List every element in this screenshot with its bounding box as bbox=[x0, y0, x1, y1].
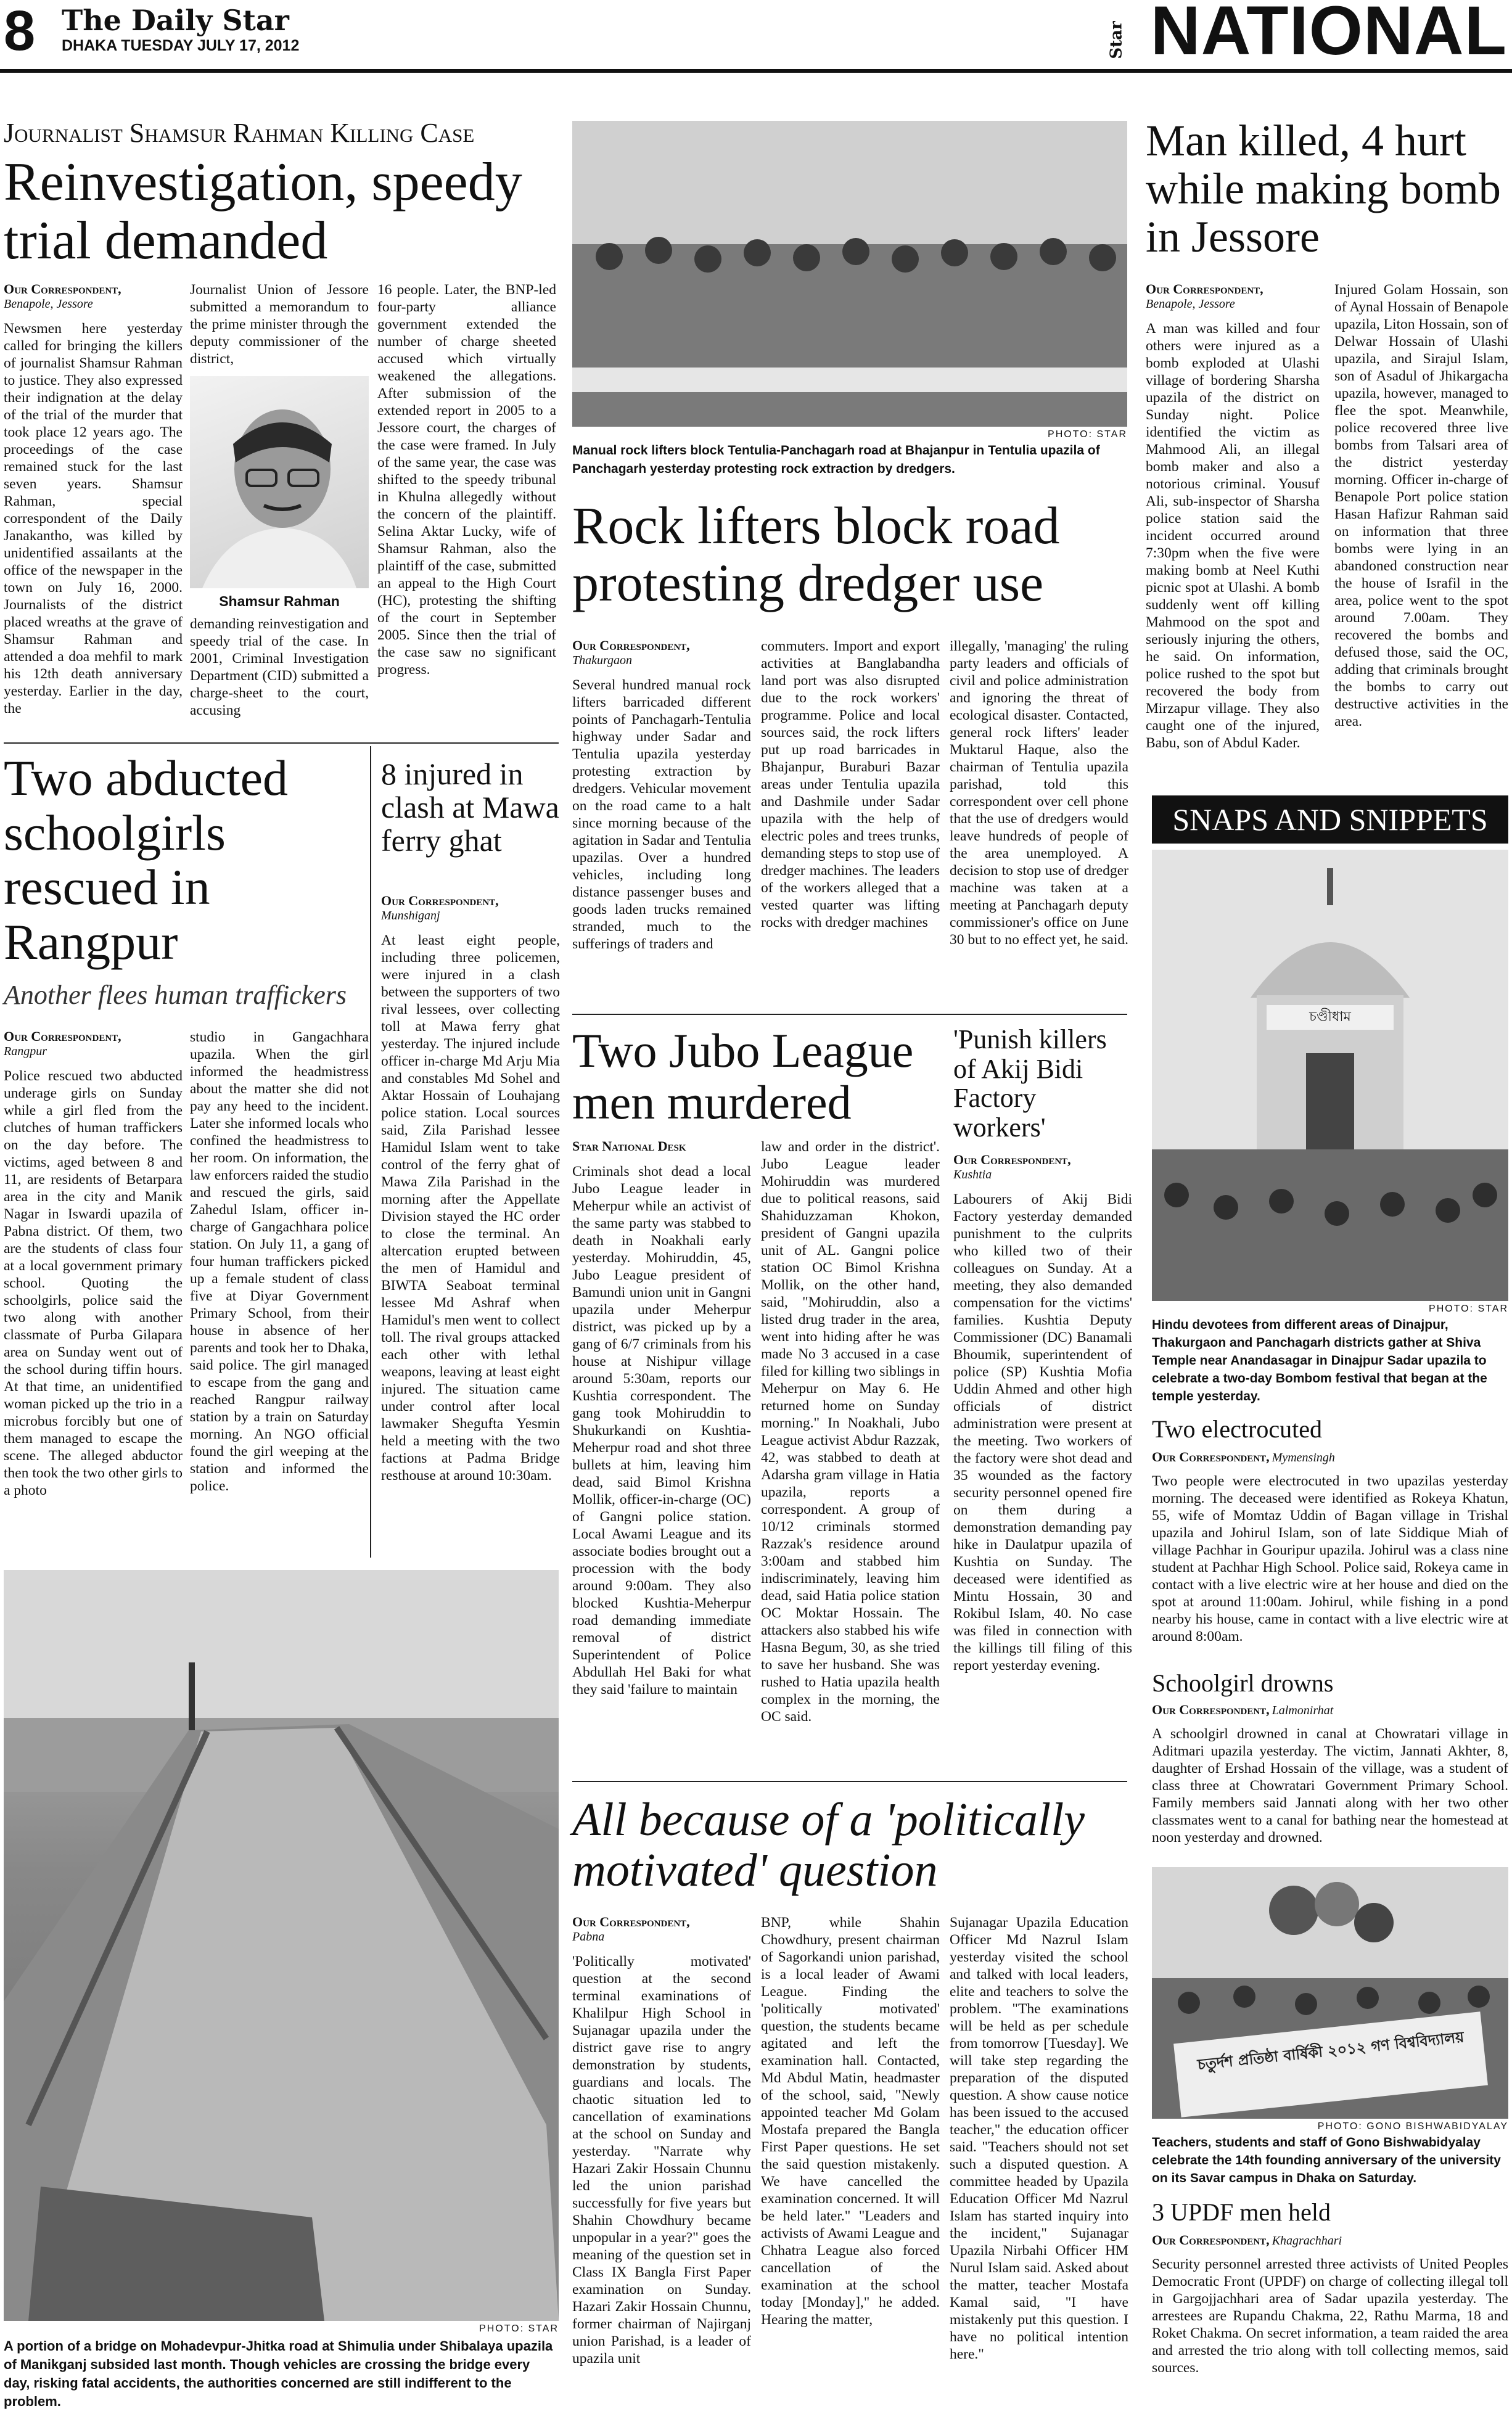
portrait-photo bbox=[190, 376, 369, 588]
banner-text: চতুর্দশ প্রতিষ্ঠা বার্ষিকী ২০১২ গণ বিশ্ববিদ্যালয় bbox=[1196, 2028, 1465, 2074]
journalist-column-2 bbox=[190, 281, 369, 719]
photo-credit: PHOTO: GONO BISHWABIDYALAY bbox=[1317, 2121, 1508, 2132]
article-text: A man was killed and four others were injured as a bomb exploded at Ulashi village of bordering Sharsha upazila of the district on Sunday night. Police identified the victim as Mahmood Ali, an illegal bomb maker and also a notorious criminal. Yousuf Ali, sub-inspector of Sharsha police station said the incident occurred around 7:30pm when the five were making bomb at Neel Kuthi picnic spot at Ulashi. A bomb suddenly went off killing Mahmood on the spot and seriously injuring the others, he said. On information, police rushed to the spot but recovered the body from Mirzapur village. They also caught one of the injured, Babu, son of Abdul Kader. bbox=[1146, 321, 1320, 751]
article-text: A schoolgirl drowned in canal at Chowratari village in Aditmari upazila yesterday. The victim, Jannati Akhter, 8, daughter of Ershad Hossain of the village, was a student of class three at Chowratari Government Primary School. Family members said Jannati along with her two other classmates went to a canal for bathing near the homestead at noon yesterday and drowned. bbox=[1152, 1726, 1508, 1846]
byline: Our Correspondent, bbox=[572, 638, 690, 653]
question-column-1 bbox=[572, 1914, 751, 2367]
akij-column bbox=[953, 1152, 1132, 1674]
photo-caption: Teachers, students and staff of Gono Bishwabidyalay celebrate the 14th founding anniversary of the university on its Savar campus in Dhaka on Saturday. bbox=[1152, 2135, 1501, 2185]
temple-photo bbox=[1152, 850, 1508, 1301]
byline-location: Pabna bbox=[572, 1930, 605, 1944]
byline-location: Lalmonirhat bbox=[1272, 1704, 1334, 1717]
photo-caption: A portion of a bridge on Mohadevpur-Jhitka road at Shimulia under Shibalaya upazila of Manikganj subsided last month. Though vehicles are crossing the bridge every day, risking fatal accidents, the authorities concerned are still indifferent to the problem. bbox=[4, 2338, 553, 2409]
masthead: The Daily Star bbox=[62, 4, 289, 37]
rock-headline: Rock lifters block road protesting dredger use bbox=[572, 496, 1060, 612]
journalist-column-3 bbox=[377, 281, 556, 678]
updf-headline: 3 UPDF men held bbox=[1152, 2198, 1331, 2226]
rock-column-3 bbox=[950, 638, 1128, 948]
byline-location: Rangpur bbox=[4, 1045, 47, 1058]
byline-location: Kushtia bbox=[953, 1168, 992, 1181]
article-text: illegally, 'managing' the ruling party leaders and officials of civil and police administration and ignoring the threat of ecological disaster. Contacted, general rock lifters' leader Muktarul Haque, also the chairman of Tentulia upazila parishad, told this correspondent over cell phone that the use of dredgers would leave hundreds of people of the area unemployed. A decision to stop use of dredger machine was taken at a meeting at Panchagarh deputy commissioner's office on June 30 but to no effect yet, he said. bbox=[950, 638, 1128, 948]
byline: Our Correspondent, bbox=[1152, 1702, 1270, 1717]
byline: Our Correspondent, bbox=[1152, 1449, 1270, 1464]
article-text: Sujanagar Upazila Education Officer Md Nazrul Islam yesterday visited the school and talked with local leaders, elite and teachers to solve the problem. "The examinations will be held as per schedule from tomorrow [Tuesday]. We will take step regarding the preparation of the disputed question. A show cause notice has been issued to the accused teacher," the education officer said. "Teachers should not set such a disputed question. A committee headed by Upazila Education Officer Md Nazrul Islam has started inquiry into the incident," Sujanagar Upazila Nirbahi Officer HM Nurul Islam said. Asked about the matter, teacher Mostafa Kamal said, "I have mistakenly put this question. I have no political intention here." bbox=[950, 1915, 1128, 2362]
article-text: commuters. Import and export activities at Banglabandha land port was also disrupted due to the rock workers' programme. Police and local sources said, the rock lifters put up road barricades in Bhajanpur, Buraburi Bazar areas under Tentulia upazila and Dashmile under Sadar upazila with the help of electric poles and trees trunks, demanding steps to stop use of dredger machines. The leaders of the workers alleged that a vested quarter was lifting rocks with dredger machines bbox=[761, 638, 940, 930]
drown-article bbox=[1152, 1702, 1508, 1846]
bridge-photo bbox=[4, 1570, 559, 2321]
byline-location: Munshiganj bbox=[381, 909, 440, 922]
byline-location: Khagrachhari bbox=[1272, 2234, 1342, 2248]
byline: Our Correspondent, bbox=[381, 893, 499, 908]
article-text: 'Politically motivated' question at the second terminal examinations of Khalilpur High School in Sujanagar upazila under the district gave rise to angry demonstration by students, guardians and locals. The chaotic situation led to cancellation of examinations at the school on Sunday and yesterday. "Narrate why Hazari Zakir Hossain Chunnu led the union parishad successfully for five years but Shahin Chowdhury became unpopular in a year?" goes the meaning of the question set in Class IX Bangla First Paper examination on Sunday. Hazari Zakir Hossain Chunnu, former chairman of Najirganj union Parishad, is a leader of upazila unit bbox=[572, 1953, 751, 2367]
schoolgirls-column-2 bbox=[190, 1029, 369, 1495]
article-text: Labourers of Akij Bidi Factory yesterday demanded punishment to the culprits who killed two of their colleagues on Sunday. At a meeting, they also demanded compensation for the victims' families. Kushtia Deputy Commissioner (DC) Banamali Bhoumik, superintendent of police (SP) Kushtia Mofia Uddin Ahmed and other high officials of district administration were present at the meeting. Two workers of the factory were shot dead and 35 wounded as the factory security personnel opened fire on them during a demonstration demanding pay hike in Daulatpur upazila of Kushtia on Sunday. The deceased were identified as Mintu Hossain, 30 and Rokibul Islam, 40. No case was filed in connection with the killings till filing of this report yesterday evening. bbox=[953, 1191, 1132, 1674]
star-mark: Star bbox=[1107, 21, 1126, 59]
jubo-column-2 bbox=[761, 1138, 940, 1725]
article-text: Journalist Union of Jessore submitted a memorandum to the prime minister through the deputy commissioner of the district, bbox=[190, 282, 369, 367]
schoolgirls-subhead: Another flees human traffickers bbox=[4, 980, 347, 1010]
article-text: Two people were electrocuted in two upazilas yesterday morning. The deceased were identified as Rokeya Khatun, 55, wife of Momtaz Uddin of Bagan village in Trishal upazila and Johirul Islam, son of late Siddique Miah of village Pachhar in Gouripur upazila. Johirul was a class nine student at Pachhar High School. Police said, Rokeya came in contact with a live electric wire at her house and died on the spot at around 11:00am. Johirul, while fishing in a pond nearby his house, came in contact with a live electric wire at around 8:00am. bbox=[1152, 1473, 1508, 1645]
article-text: BNP, while Shahin Chowdhury, present chairman of Sagorkandi union parishad, is a local leader of Awami League. Finding the 'politically motivated' question, the students became agitated and left the examination hall. Contacted, Md Abdul Matin, headmaster of the school, said, "Newly appointed teacher Md Golam Mostafa prepared the Bangla First Paper questions. He set the said question mistakenly. We have cancelled the examination concerned. It will be held later." "Leaders and activists of Awami League and Chhatra League also forced cancellation of the examination at the school today [Monday]," he added. Hearing the matter, bbox=[761, 1915, 940, 2328]
byline: Our Correspondent, bbox=[1152, 2232, 1270, 2248]
header-rule bbox=[0, 69, 1512, 73]
byline-location: Benapole, Jessore bbox=[4, 297, 93, 311]
byline: Star National Desk bbox=[572, 1138, 686, 1154]
snaps-title: SNAPS AND SNIPPETS bbox=[1152, 795, 1508, 844]
jubo-headline: Two Jubo League men murdered bbox=[572, 1024, 914, 1130]
rock-photo bbox=[572, 121, 1127, 427]
dateline: DHAKA TUESDAY JULY 17, 2012 bbox=[62, 37, 300, 54]
journalist-column-1 bbox=[4, 281, 183, 717]
bomb-headline: Man killed, 4 hurt while making bomb in Jessore bbox=[1146, 116, 1501, 261]
article-text: Police rescued two abducted underage girls on Sunday while a girl fled from the clutches of human traffickers on the day before. The victims, aged between 8 and 11, are residents of Betarpara area in the city and Manik Nagar in Iswardi upazila of Pabna district. Of them, two are the students of class four at a local government primary school. Quoting the schoolgirls, police said the two along with another classmate of Purba Gilapara area on Sunday went out of the school during tiffin hours. At that time, an unidentified woman picked up the trio in a microbus forcibly but one of them managed to escape the scene. The alleged abductor then took the two other girls to a photo bbox=[4, 1068, 183, 1498]
article-text: Injured Golam Hossain, son of Aynal Hossain of Benapole upazila, Liton Hossain, son of Delwar Hossain of Ulashi upazila, and Sirajul Islam, son of Asadul of Jhikargacha upazila, however, managed to flee the spot. Meanwhile, police recovered three live bombs from Talsari area of the district yesterday morning. Officer in-charge of Benapole Port police station Hasan Hafizur Rahman said on information that three bombs were lying in an abandoned construction near the house of Israfil in the area, police went to the spot around 7.00am. They recovered the bombs and defused those, said the OC, adding that criminals brought the bombs to carry out destructive activities in the area. bbox=[1334, 282, 1508, 729]
byline: Our Correspondent, bbox=[953, 1152, 1071, 1167]
byline-location: Benapole, Jessore bbox=[1146, 297, 1235, 311]
article-text: Security personnel arrested three activists of United Peoples Democratic Front (UPDF) on charge of collecting illegal toll in Gargojjachhari area of Sadar upazila yesterday. The arrestees are Rupandu Chakma, 22, Rathu Marma, 18 and Roket Chakma. On secret information, a team raided the area and arrested the trio along with toll collecting memos, said sources. bbox=[1152, 2256, 1508, 2376]
article-text: demanding reinvestigation and speedy trial of the case. In 2001, Criminal Investigation Department (CID) submitted a charge-sheet to the court, accusing bbox=[190, 616, 369, 718]
photo-caption: Hindu devotees from different areas of Dinajpur, Thakurgaon and Panchagarh districts gather at Shiva Temple near Anandasagar in Dinajpur Sadar upazila to celebrate a two-day Bombom festival that began at the temple yesterday. bbox=[1152, 1318, 1487, 1403]
byline-location: Mymensingh bbox=[1272, 1451, 1335, 1464]
journalist-kicker: Journalist Shamsur Rahman Killing Case bbox=[4, 118, 475, 148]
byline: Our Correspondent, bbox=[572, 1914, 690, 1929]
bomb-column-1 bbox=[1146, 281, 1320, 752]
byline: Our Correspondent, bbox=[4, 281, 121, 297]
drown-headline: Schoolgirl drowns bbox=[1152, 1669, 1334, 1697]
article-text: studio in Gangachhara upazila. When the girl informed the headmistress about the matter she did not pay any heed to the incident. Later she informed locals who confined the headmistress to her room. On information, the law enforcers raided the studio and rescued the girls, said Zahedul Islam, officer in-charge of Gangachhara police station. On July 11, a gang of four human traffickers picked up a female student of class five at Diyar Government Primary School, from their house in absence of her parents and took her to Dhaka, said police. The girl managed to escape from the gang and reached Rangpur railway station by a train on Saturday morning. An NGO official found the girl weeping at the station and informed the police. bbox=[190, 1029, 369, 1494]
article-text: law and order in the district'. Jubo League leader Mohiruddin was murdered due to political reasons, said Shahiduzzaman Khokon, president of Gangni upazila unit of AL. Gangni police station OC Bimol Krishna Mollik, on the other hand, said, "Mohiruddin, also a listed drug trader in the area, went into hiding after he was made No 3 accused in a case filed for killing two siblings in Meherpur on May 6. He returned home on Sunday morning." In Noakhali, Jubo League activist Abdur Razzak, 42, was stabbed to death at Adarsha gram village in Hatia upazila, reports a correspondent. A group of 10/12 criminals stormed Razzak's residence around 3:00am and stabbed him indiscriminately, leaving him dead, said Hatia police station OC Moktar Hossain. The attackers also stabbed his wife Hasna Begum, 30, as she tried to save her husband. She was rushed to Hatia upazila health complex in the morning, the OC said. bbox=[761, 1139, 940, 1725]
article-text: Newsmen here yesterday called for bringing the killers of journalist Shamsur Rahman to justice. They also expressed their indignation at the delay of the trial of the murder that took place 12 years ago. The proceedings of the case remained stuck for the last seven years. Shamsur Rahman, special correspondent of the Daily Janakantho, was killed by unidentified assailants at the office of the newspaper in the town on July 16, 2000. Journalists of the district placed wreaths at the grave of Shamsur Rahman and attended a doa mehfil to mark his 12th death anniversary yesterday. Earlier in the day, the bbox=[4, 321, 183, 717]
question-column-2 bbox=[761, 1914, 940, 2328]
byline-location: Thakurgaon bbox=[572, 654, 633, 667]
article-text: Criminals shot dead a local Jubo League leader in Meherpur while an activist of the same party was stabbed to death in Noakhali early yesterday. Mohiruddin, 45, Jubo League president of Bamundi union unit in Gangni upazila under Meherpur district, was picked up by a gang of 6/7 criminals from his house at Nishipur village around 5:30am, reports our Kushtia correspondent. The gang took Mohiruddin to Shukurkandi on Kushtia-Meherpur road and shot three bullets at him, leaving him dead, said Bimol Krishna Mollik, officer-in-charge (OC) of Gangni police station. Local Awami League and its associate bodies brought out a procession with the body around 9:00am. They also blocked Kushtia-Meherpur road demanding immediate removal of district Superintendent of Police Abdullah Hel Baki for what they said 'failure to maintain bbox=[572, 1164, 751, 1698]
journalist-headline: Reinvestigation, speedy trial demanded bbox=[4, 152, 522, 271]
divider bbox=[572, 1014, 1127, 1015]
jubo-column-1 bbox=[572, 1138, 751, 1698]
photo-credit: PHOTO: STAR bbox=[1048, 429, 1127, 440]
divider bbox=[572, 1781, 1127, 1782]
photo-credit: PHOTO: STAR bbox=[1429, 1304, 1508, 1314]
article-text: At least eight people, including three policemen, were injured in a clash between the supporters of two rival lessees, over collecting toll at Mawa ferry ghat yesterday. The injured include officer in-charge Md Arju Mia and constables Md Sohel and Aktar Hossain of Louhajang police station. Local sources said, Zila Parishad lessee Hamidul Islam went to take control of the ferry ghat of Mawa Zila Parishad in the morning after the Appellate Division stayed the HC order to close the terminal. An altercation erupted between the men of Hamidul and BIWTA Seaboat terminal lessee Md Ashraf when Hamidul's men went to collect toll. The rival groups attacked each other with lethal weapons, leaving at least eight injured. The situation came under control after local lawmaker Shegufta Yesmin held a meeting with the two factions at Padma Bridge resthouse at around 10:30am. bbox=[381, 932, 560, 1484]
question-headline: All because of a 'politically motivated' question bbox=[572, 1794, 1085, 1897]
bomb-column-2 bbox=[1334, 281, 1508, 730]
article-text: 16 people. Later, the BNP-led four-party alliance government extended the number of charge sheeted accused which virtually weakened the allegations. After submission of the extended report in 2005 to a Jessore court, the charges of the case were framed. In July of the same year, the case was shifted to the speedy tribunal in Khulna allegedly without the concern of the plaintiff. Selina Aktar Lucky, wife of Shamsur Rahman, also the plaintiff of the case, submitted an appeal to the High Court (HC), protesting the shifting of the court in September 2005. Since then the trial of the case saw no significant progress. bbox=[377, 282, 556, 678]
divider bbox=[370, 746, 371, 1558]
photo-caption: Shamsur Rahman bbox=[219, 593, 340, 609]
updf-article bbox=[1152, 2232, 1508, 2376]
electro-article bbox=[1152, 1449, 1508, 1645]
schoolgirls-headline: Two abducted schoolgirls rescued in Rangpur bbox=[4, 750, 289, 970]
question-column-3 bbox=[950, 1914, 1128, 2363]
akij-headline: 'Punish killers of Akij Bidi Factory workers' bbox=[953, 1024, 1107, 1143]
schoolgirls-column-1 bbox=[4, 1029, 183, 1499]
mawa-column bbox=[381, 893, 560, 1484]
photo-caption: Manual rock lifters block Tentulia-Panchagarh road at Bhajanpur in Tentulia upazila of Panchagarh yesterday protesting rock extraction by dredgers. bbox=[572, 443, 1100, 476]
section-title: NATIONAL bbox=[1150, 0, 1507, 69]
electro-headline: Two electrocuted bbox=[1152, 1415, 1322, 1443]
byline: Our Correspondent, bbox=[4, 1029, 121, 1044]
rock-column-2 bbox=[761, 638, 940, 931]
rock-column-1 bbox=[572, 638, 751, 953]
university-photo bbox=[1152, 1867, 1508, 2119]
temple-sign: চণ্ডীধাম bbox=[1309, 1009, 1351, 1025]
page-number: 8 bbox=[4, 0, 36, 62]
mawa-headline: 8 injured in clash at Mawa ferry ghat bbox=[381, 757, 559, 858]
byline: Our Correspondent, bbox=[1146, 281, 1263, 297]
photo-credit: PHOTO: STAR bbox=[479, 2323, 559, 2334]
divider bbox=[4, 742, 559, 744]
article-text: Several hundred manual rock lifters barricaded different points of Panchagarh-Tentulia highway under Sadar and Tentulia upazila yesterday protesting extraction by dredgers. Vehicular movement on the road came to a halt since morning because of the agitation in Sadar and Tentulia upazilas. Over a hundred vehicles, including long distance passenger buses and goods laden trucks remained stranded, much to the sufferings of traders and bbox=[572, 677, 751, 952]
